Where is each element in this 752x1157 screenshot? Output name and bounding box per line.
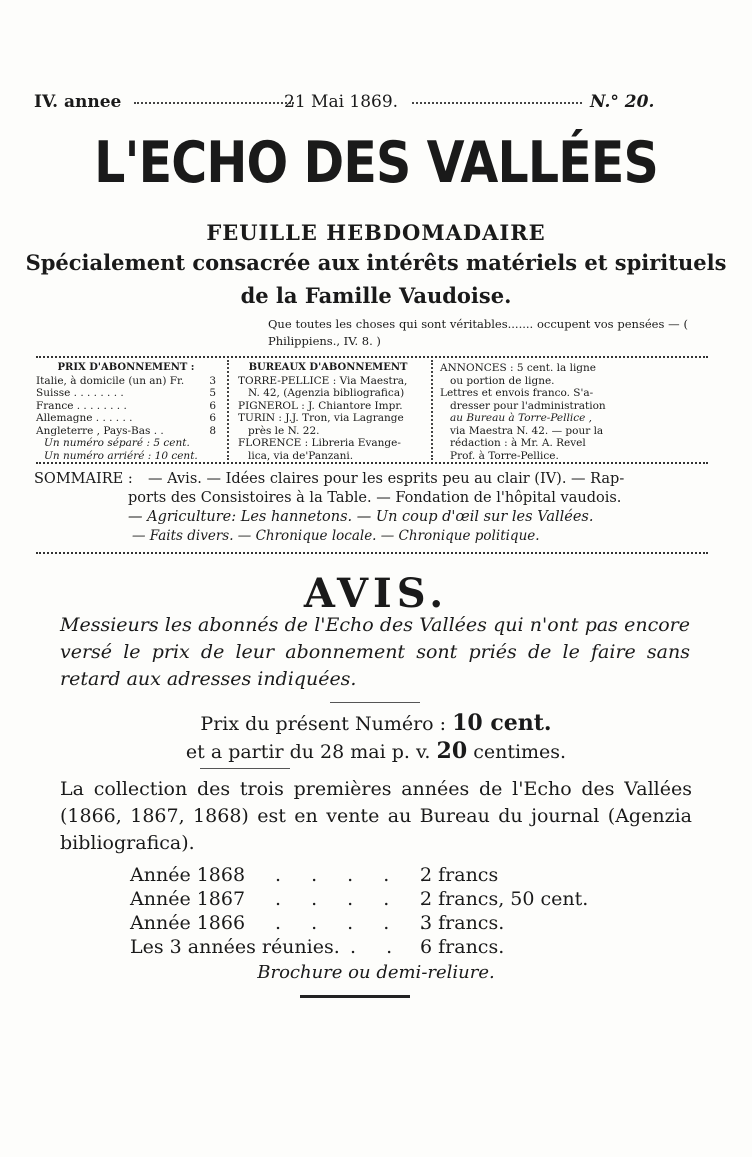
sommaire-body — [128, 470, 718, 546]
annonces-line: ou portion de ligne. — [450, 374, 555, 387]
newspaper-subtitle: FEUILLE HEBDOMADAIRE — [206, 220, 546, 245]
sommaire — [34, 470, 724, 550]
subscription-row: Suisse . . . . . . . . 5 — [36, 387, 216, 399]
volume-label: IV. annee — [34, 92, 122, 112]
bureaux-column — [238, 362, 418, 462]
collection-notice: La collection des trois premières années de l'Echo des Vallées (1866, 1867, 1868) est en vente au Bureau du journal (Agenzia bibliografica). — [60, 778, 692, 854]
sommaire-label: SOMMAIRE : — [34, 471, 133, 487]
binding-note: Brochure ou demi-reliure. — [257, 962, 495, 983]
back-issue-price: Un numéro arriéré : 10 cent. — [44, 449, 198, 462]
price-current: 10 cent. — [452, 710, 552, 736]
subscription-row: Italie, à domicile (un an) Fr. 3 — [36, 374, 216, 387]
annonces-line: rédaction : à Mr. A. Revel — [450, 437, 586, 449]
sommaire-line: — Agriculture: Les hannetons. — Un coup d'œil sur les Vallées. — [128, 509, 594, 525]
bureaux-line: FLORENCE : Libreria Evange- — [238, 437, 401, 449]
annonces-line: dresser pour l'administration — [450, 399, 606, 412]
column-separator — [227, 360, 229, 460]
single-issue-price: Un numéro séparé : 5 cent. — [44, 437, 190, 449]
bureaux-line: TURIN : J.J. Tron, via Lagrange — [238, 412, 404, 424]
collection-row: Année 1867 . . . . . 2 francs, 50 cent. — [130, 888, 589, 910]
masthead-line — [34, 92, 722, 114]
subscription-heading: PRIX D'ABONNEMENT : — [57, 362, 195, 373]
bureaux-line: N. 42, (Agenzia bibliografica) — [248, 387, 405, 399]
annonces-line: ANNONCES : 5 cent. la ligne — [440, 362, 596, 374]
divider-rule — [200, 768, 290, 769]
collection-row: Les 3 années réunies. . . 6 francs. — [130, 936, 505, 958]
newspaper-title: L'ECHO DES VALLÉES — [94, 130, 658, 196]
annonces-line: via Maestra N. 42. — pour la — [450, 424, 604, 437]
avis-body: Messieurs les abonnés de l'Echo des Vallées qui n'ont pas encore versé le prix de leur abonnement sont priés de le faire sans retard aux adresses indiquées. — [60, 614, 690, 690]
closing-rule — [300, 995, 410, 998]
rule-after-sommaire — [36, 546, 708, 554]
subscription-row: Angleterre , Pays-Bas . . 8 — [36, 424, 216, 437]
price-line-2: et a partir du 28 mai p. v. 20 centimes. — [185, 738, 567, 764]
subscription-row: Allemagne . . . . . . 6 — [36, 412, 216, 424]
annonces-line: au Bureau à Torre-Pellice , — [450, 412, 592, 424]
collection-row: Année 1868 . . . . . 2 francs — [130, 864, 499, 886]
rule-top-info — [36, 350, 708, 358]
sommaire-line: — Faits divers. — Chronique locale. — Chronique politique. — [132, 528, 540, 544]
rule-bottom-info — [36, 456, 708, 464]
masthead-rule-right — [412, 102, 582, 104]
issue-date: 21 Mai 1869. — [284, 92, 399, 112]
annonces-line: Prof. à Torre-Pellice. — [450, 449, 559, 462]
subscription-row: France . . . . . . . . 6 — [36, 399, 216, 412]
issue-number: N.° 20. — [590, 92, 655, 112]
bureaux-line: près le N. 22. — [248, 424, 320, 437]
bureaux-line: lica, via de'Panzani. — [248, 449, 354, 462]
subscription-column — [36, 362, 216, 462]
bureaux-line: TORRE-PELLICE : Via Maestra, — [238, 374, 408, 387]
bureaux-heading: BUREAUX D'ABONNEMENT — [248, 362, 408, 373]
avis-heading: AVIS. — [303, 570, 449, 617]
tagline-line-2: de la Famille Vaudoise. — [240, 283, 512, 308]
annonces-line: Lettres et envois franco. S'a- — [440, 387, 594, 399]
price-future: 20 — [436, 738, 468, 764]
collection-row: Année 1866 . . . . . 3 francs. — [130, 912, 505, 934]
price-line-1: Prix du présent Numéro : 10 cent. — [200, 710, 552, 736]
sommaire-line: — Avis. — Idées claires pour les esprits peu au clair (IV). — Rap- — [148, 471, 625, 487]
divider-rule — [330, 702, 420, 703]
sommaire-line: ports des Consistoires à la Table. — Fondation de l'hôpital vaudois. — [128, 490, 622, 506]
masthead-rule-left — [134, 102, 294, 104]
epigraph: Que toutes les choses qui sont véritables....... occupent vos pensées — ( Philippiens., IV. 8. ) — [268, 317, 688, 348]
tagline-line-1: Spécialement consacrée aux intérêts matériels et spirituels — [25, 250, 727, 275]
bureaux-line: PIGNEROL : J. Chiantore Impr. — [238, 399, 403, 412]
column-separator — [431, 360, 433, 460]
annonces-column — [440, 362, 712, 462]
